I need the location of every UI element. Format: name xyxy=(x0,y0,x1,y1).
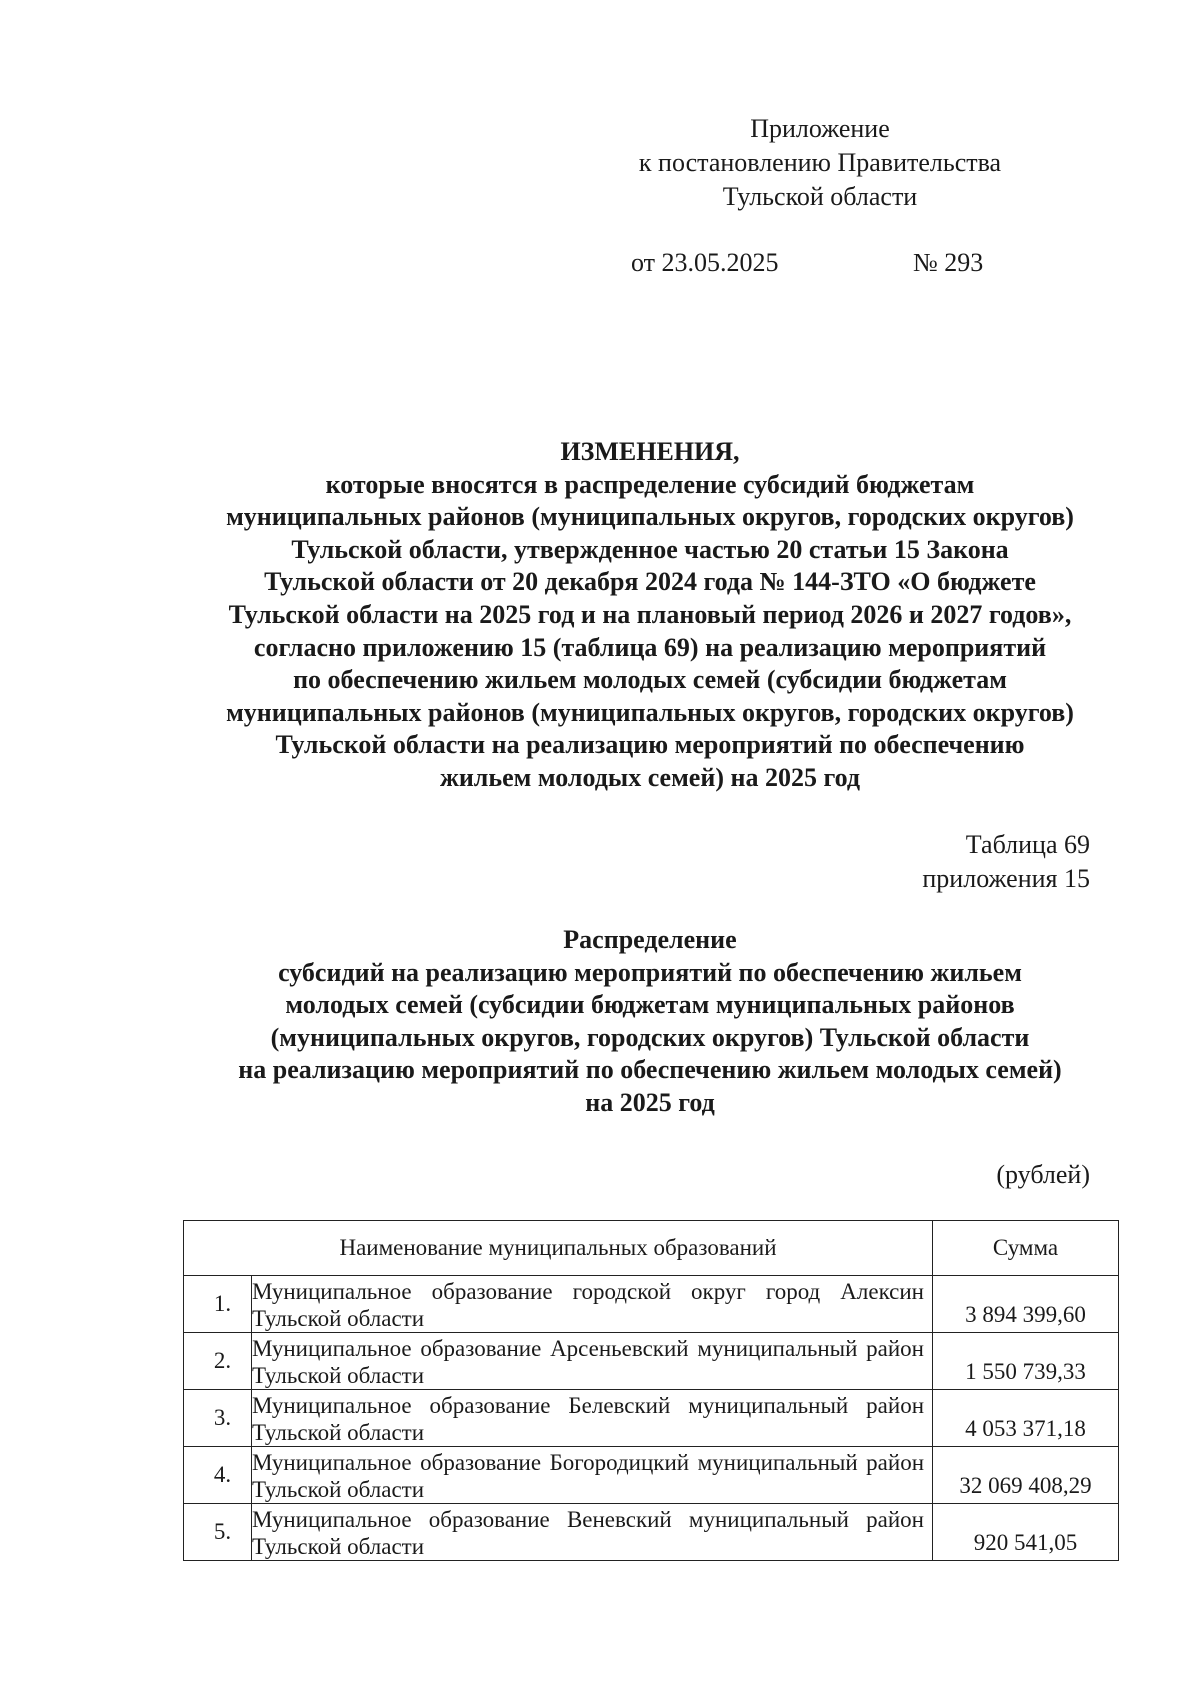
table-row xyxy=(184,1390,1119,1447)
table-row xyxy=(184,1504,1119,1561)
distribution-table xyxy=(183,1220,1119,1561)
heading-line: муниципальных районов (муниципальных округов, городских округов) xyxy=(226,502,1074,532)
table-row xyxy=(184,1333,1119,1390)
subheading-line: на 2025 год xyxy=(585,1087,715,1117)
row-number: 2. xyxy=(184,1333,252,1390)
heading-line: которые вносятся в распределение субсидий бюджетам xyxy=(325,469,975,499)
order-date: от 23.05.2025 xyxy=(631,248,779,277)
municipality-name: Муниципальное образование городской округ город Алексин Тульской области xyxy=(252,1276,933,1333)
appendix-reference: к постановлению Правительства xyxy=(638,148,1002,177)
appendix-title: Приложение xyxy=(750,114,890,143)
heading-line: муниципальных районов (муниципальных округов, городских округов) xyxy=(226,697,1074,727)
heading-line: Тульской области на 2025 год и на плановый период 2026 и 2027 годов», xyxy=(228,599,1072,629)
table-number: Таблица 69 xyxy=(965,830,1090,859)
subsidy-amount: 32 069 408,29 xyxy=(933,1447,1119,1504)
appendix-number: приложения 15 xyxy=(922,864,1090,893)
table-reference xyxy=(922,828,1090,896)
heading-line: Тульской области, утвержденное частью 20 статьи 15 Закона xyxy=(291,534,1009,564)
currency-units: (рублей) xyxy=(996,1160,1090,1189)
header-sum: Сумма xyxy=(933,1221,1119,1276)
table-header-row xyxy=(184,1221,1119,1276)
heading-line: Тульской области на реализацию мероприятий по обеспечению xyxy=(275,730,1025,760)
subheading-line: молодых семей (субсидии бюджетам муниципальных районов xyxy=(285,990,1015,1020)
municipality-name: Муниципальное образование Веневский муниципальный район Тульской области xyxy=(252,1504,933,1561)
distribution-heading xyxy=(120,924,1180,1120)
document-heading xyxy=(120,436,1180,795)
heading-line: ИЗМЕНЕНИЯ, xyxy=(560,437,740,466)
subsidy-amount: 3 894 399,60 xyxy=(933,1276,1119,1333)
heading-line: по обеспечению жильем молодых семей (субсидии бюджетам xyxy=(293,665,1007,695)
order-details xyxy=(631,246,984,280)
order-number: № 293 xyxy=(913,248,984,277)
heading-line: Тульской области от 20 декабря 2024 года № 144-ЗТО «О бюджете xyxy=(264,567,1036,597)
municipality-name: Муниципальное образование Арсеньевский муниципальный район Тульской области xyxy=(252,1333,933,1390)
subheading-line: на реализацию мероприятий по обеспечению жильем молодых семей) xyxy=(238,1055,1062,1085)
row-number: 5. xyxy=(184,1504,252,1561)
row-number: 4. xyxy=(184,1447,252,1504)
subsidy-amount: 1 550 739,33 xyxy=(933,1333,1119,1390)
row-number: 3. xyxy=(184,1390,252,1447)
municipality-name: Муниципальное образование Богородицкий муниципальный район Тульской области xyxy=(252,1447,933,1504)
subheading-line: субсидий на реализацию мероприятий по обеспечению жильем xyxy=(278,957,1022,987)
heading-line: жильем молодых семей) на 2025 год xyxy=(439,762,861,792)
subheading-line: (муниципальных округов, городских округов) Тульской области xyxy=(270,1022,1030,1052)
municipality-name: Муниципальное образование Белевский муниципальный район Тульской области xyxy=(252,1390,933,1447)
appendix-region: Тульской области xyxy=(722,182,918,211)
row-number: 1. xyxy=(184,1276,252,1333)
subsidy-amount: 4 053 371,18 xyxy=(933,1390,1119,1447)
table-row xyxy=(184,1447,1119,1504)
heading-line: согласно приложению 15 (таблица 69) на реализацию мероприятий xyxy=(253,632,1047,662)
subsidy-amount: 920 541,05 xyxy=(933,1504,1119,1561)
subheading-line: Распределение xyxy=(563,925,737,954)
table-row xyxy=(184,1276,1119,1333)
appendix-block xyxy=(600,112,1040,214)
header-municipality: Наименование муниципальных образований xyxy=(184,1221,933,1276)
